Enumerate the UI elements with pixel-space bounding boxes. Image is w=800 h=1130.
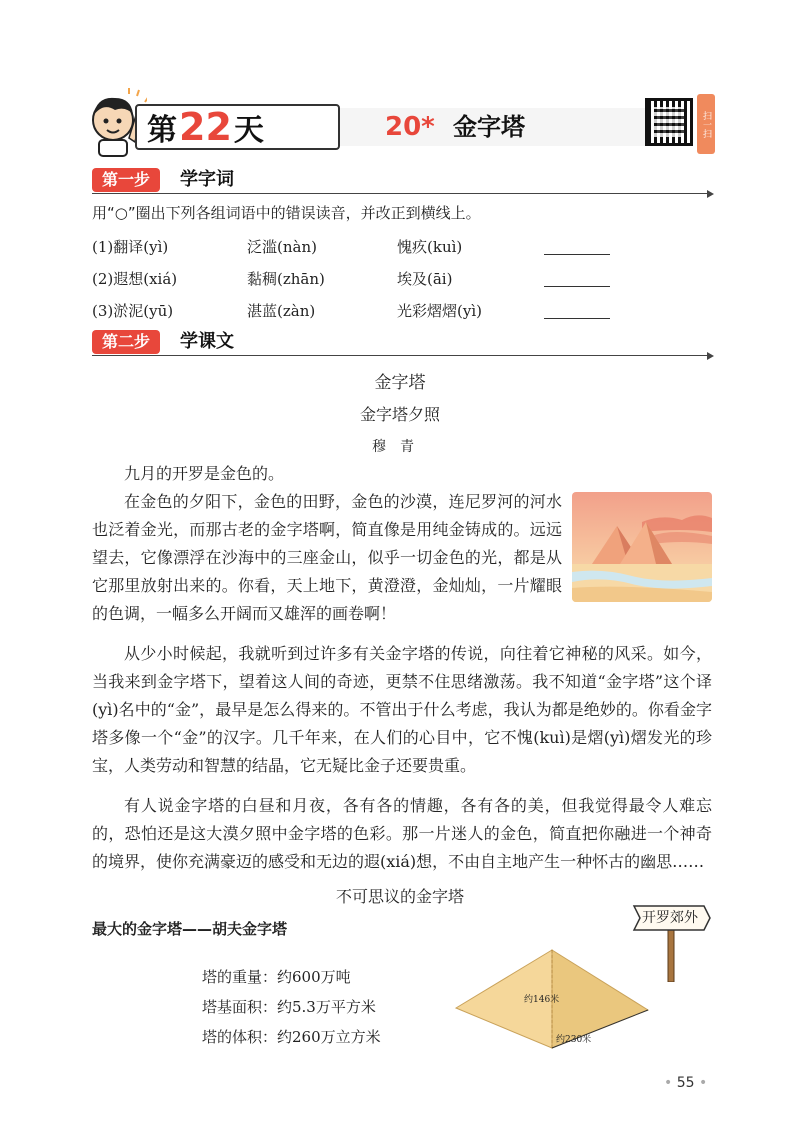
qr-tag: 扫一扫 [697, 94, 715, 154]
subsection-title: 最大的金字塔——胡夫金字塔 [92, 920, 288, 938]
lesson-number: 20* [385, 112, 435, 142]
day-label: 第22天 [147, 105, 264, 149]
day-number: 22 [179, 105, 232, 149]
step-two-bar [92, 330, 712, 358]
pyramid-diagram [452, 948, 652, 1058]
step-two-badge: 第二步 [92, 330, 160, 354]
text-title: 金字塔 [374, 373, 426, 393]
pyramid-sunset-illustration [572, 492, 712, 602]
answer-blank[interactable] [544, 286, 610, 287]
stat-volume: 塔的体积：约260万立方米 [202, 1028, 381, 1046]
paragraph: 九月的开罗是金色的。 [124, 464, 285, 483]
lesson-title: 金字塔 [453, 113, 525, 141]
answer-blank[interactable] [544, 318, 610, 319]
lesson-header [85, 98, 711, 156]
exercise-row: (3)淤泥(yū) 湛蓝(zàn) 光彩熠熠(yì) [92, 300, 632, 324]
stat-weight: 塔的重量：约600万吨 [202, 968, 351, 986]
text-author: 穆青 [372, 439, 428, 455]
qr-code-icon[interactable] [645, 98, 693, 146]
base-label: 约230米 [556, 1035, 592, 1045]
exercise-row: (1)翻译(yì) 泛滥(nàn) 愧疚(kuì) [92, 236, 632, 260]
answer-blank[interactable] [544, 254, 610, 255]
page-number: • 55 • [664, 1075, 708, 1091]
step-one-bar [92, 168, 712, 196]
signpost-label: 开罗郊外 [642, 910, 698, 926]
stat-base-area: 塔基面积：约5.3万平方米 [202, 998, 376, 1016]
paragraph: 有人说金字塔的白昼和月夜，各有各的情趣，各有各的美，但我觉得最令人难忘的，恐怕还是这大漠夕照中金字塔的色彩。那一片迷人的金色，简直把你融进一个神奇的境界，使你充满豪迈的感受和无边的遐(xiá)想，不由自主地产生一种怀古的幽思…… [92, 796, 712, 871]
paragraph: 从少小时候起，我就听到过许多有关金字塔的传说，向往着它神秘的风采。如今，当我来到金字塔下，望着这人间的奇迹，更禁不住思绪激荡。我不知道“金字塔”这个译(yì)名中的“金”，最早是怎么得来的。不管出于什么考虑，我认为都是绝妙的。你看金字塔多像一个“金”的汉字。几千年来，在人们的心目中，它不愧(kuì)是熠(yì)熠发光的珍宝，人类劳动和智慧的结晶，它无疑比金子还要贵重。 [92, 644, 712, 775]
section-title: 不可思议的金字塔 [335, 887, 464, 906]
exercise-row: (2)遐想(xiá) 黏稠(zhān) 埃及(āi) [92, 268, 632, 292]
step-one-title: 学字词 [180, 169, 234, 190]
step-two-title: 学课文 [180, 331, 234, 352]
text-subtitle: 金字塔夕照 [359, 405, 440, 424]
height-label: 约146米 [524, 995, 560, 1005]
exercise-instruction: 用“○”圈出下列各组词语中的错误读音，并改正到横线上。 [92, 204, 481, 222]
paragraph: 在金色的夕阳下，金色的田野，金色的沙漠，连尼罗河的河水也泛着金光，而那古老的金字塔啊，简直像是用纯金铸成的。远远望去，它像漂浮在沙海中的三座金山，似乎一切金色的光，都是从它那里放射出来的。你看，天上地下，黄澄澄，金灿灿，一片耀眼的色调，一幅多么开阔而又雄浑的画卷啊！ [92, 492, 562, 623]
step-one-badge: 第一步 [92, 168, 160, 192]
